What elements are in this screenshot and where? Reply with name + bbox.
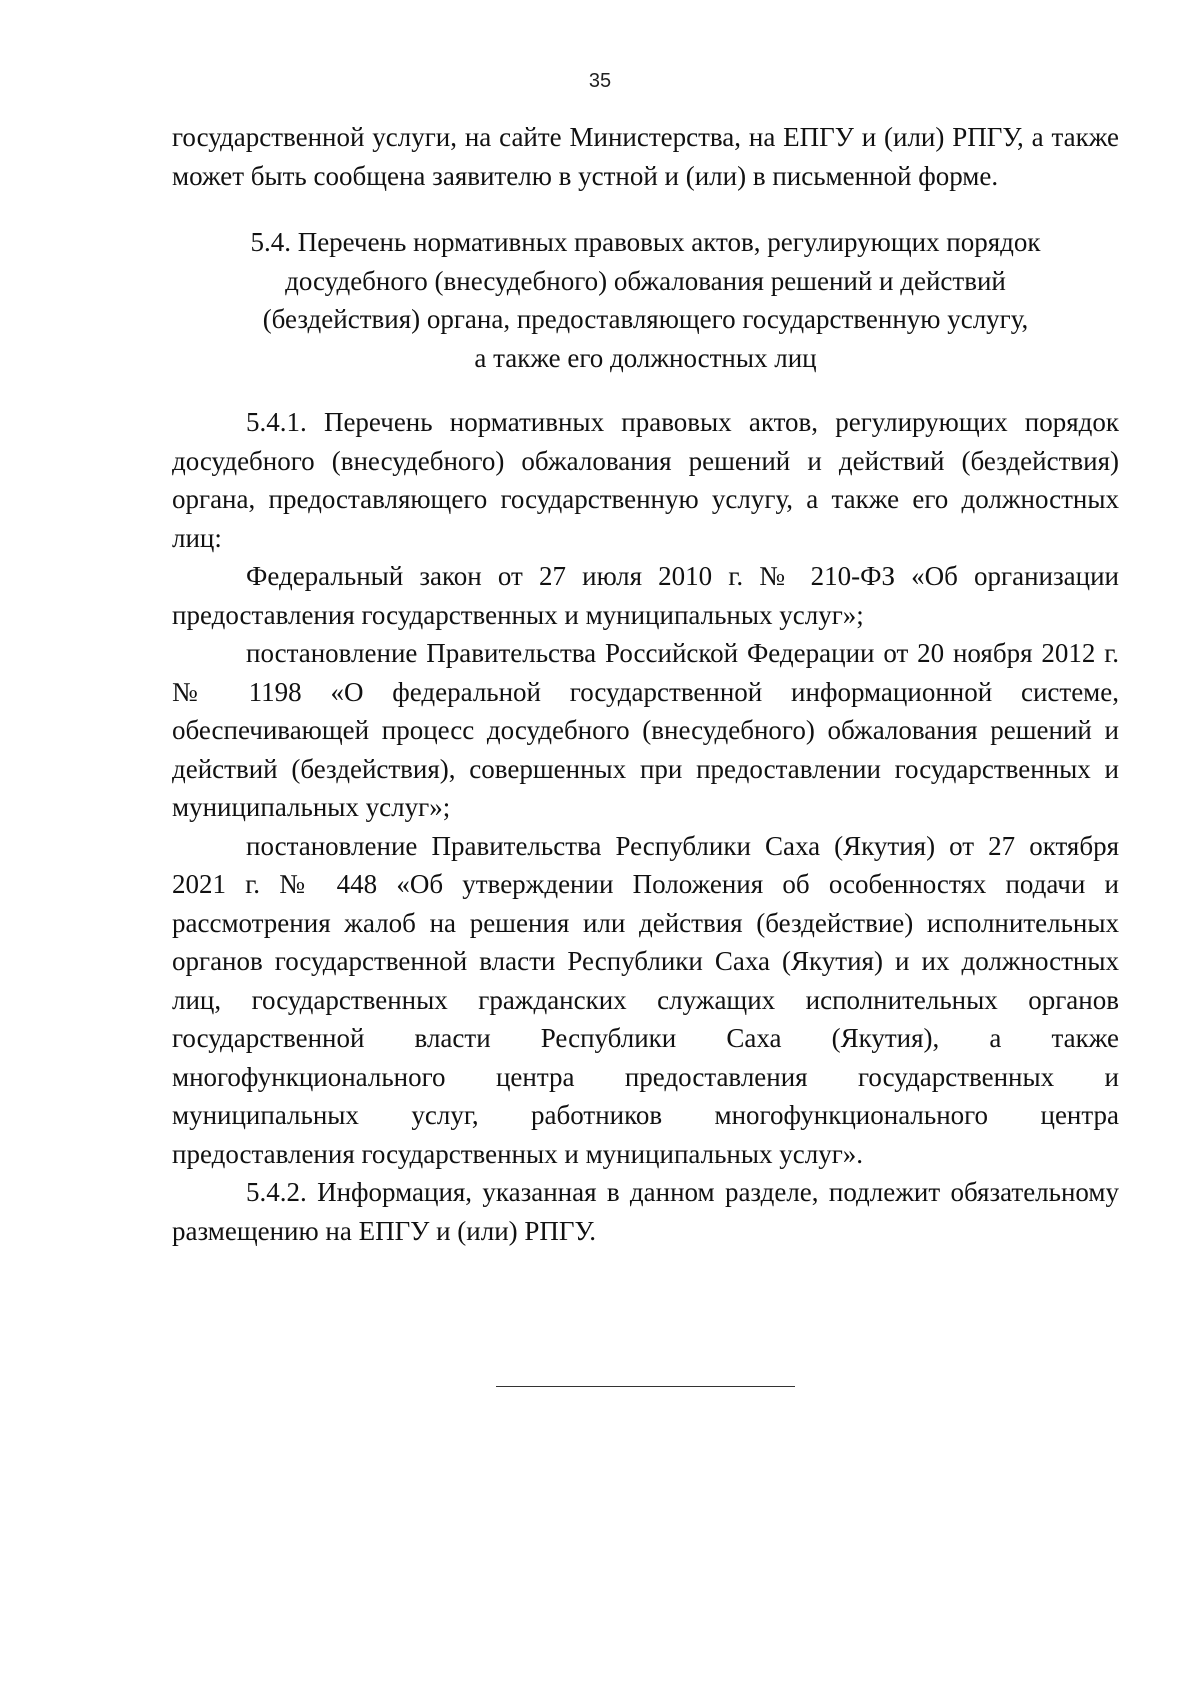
paragraph-5-4-1: 5.4.1. Перечень нормативных правовых актов, регулирующих порядок досудебного (внесудебного) обжалования решений и действий (бездействия) органа, предоставляющего государственную услугу, а также его должностных лиц: [172,407,1119,553]
section-heading [172,223,1119,377]
section-heading-line: а также его должностных лиц [474,342,817,373]
intro-paragraph: государственной услуги, на сайте Министерства, на ЕПГУ и (или) РПГУ, а также может быть сообщена заявителю в устной и (или) в письменной форме. [172,122,1119,191]
page-number: 35 [588,70,612,92]
paragraph-government-decree-1198: постановление Правительства Российской Федерации от 20 ноября 2012 г. № 1198 «О федеральной государственной информационной системе, обеспечивающей процесс досудебного (внесудебного) обжалования решений и действий (бездействия), совершенных при предоставлении государственных и муниципальных услуг»; [172,638,1119,822]
paragraph-government-decree-448: постановление Правительства Республики Саха (Якутия) от 27 октября 2021 г. № 448 «Об утверждении Положения об особенностях подачи и рассмотрения жалоб на решения или действия (бездействие) исполнительных органов государственной власти Республики Саха (Якутия) и их должностных лиц, государственных гражданских служащих исполнительных органов государственной власти Республики Саха (Якутия), а также многофункционального центра предоставления государственных и муниципальных услуг, работников многофункционального центра предоставления государственных и муниципальных услуг». [172,830,1119,1169]
paragraph-5-4-2: 5.4.2. Информация, указанная в данном разделе, подлежит обязательному размещению на ЕПГУ и (или) РПГУ. [172,1177,1119,1246]
section-heading-line: досудебного (внесудебного) обжалования решений и действий [285,265,1006,296]
section-heading-line: 5.4. Перечень нормативных правовых актов, регулирующих порядок [250,227,1041,257]
paragraph-federal-law: Федеральный закон от 27 июля 2010 г. № 210-ФЗ «Об организации предоставления государственных и муниципальных услуг»; [172,561,1119,630]
document-body [172,118,1119,1250]
closing-divider-line [496,1386,795,1387]
section-heading-line: (бездействия) органа, предоставляющего государственную услугу, [262,304,1029,334]
